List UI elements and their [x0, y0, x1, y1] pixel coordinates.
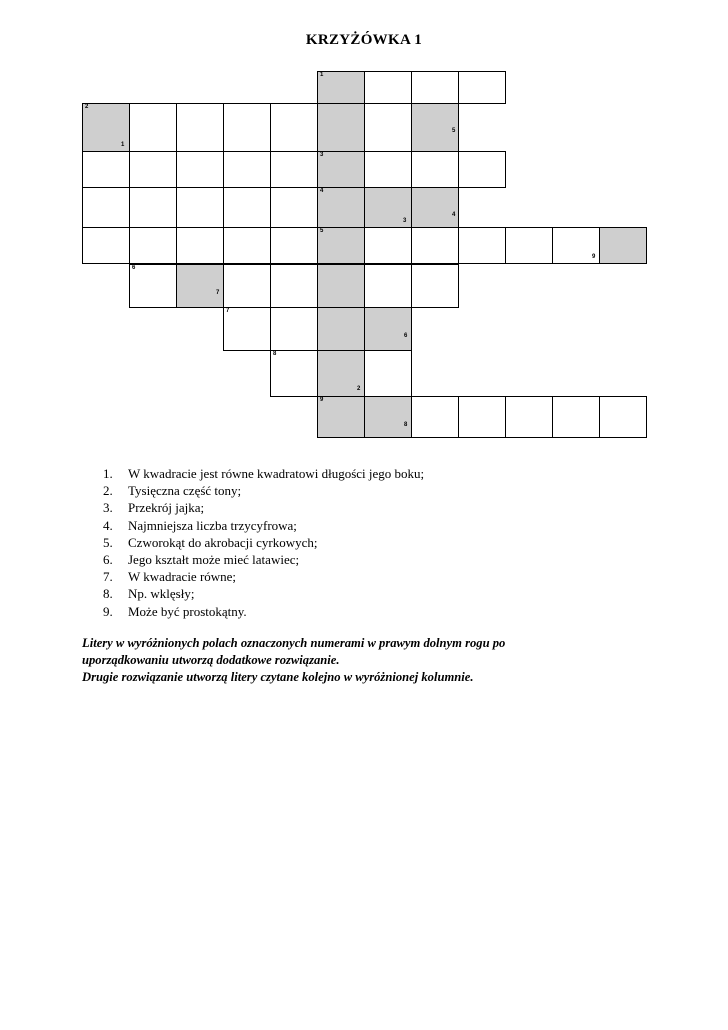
- crossword-cell: [317, 71, 365, 104]
- crossword-cell: [223, 307, 271, 351]
- crossword-cell: [317, 227, 365, 264]
- clue-number: 8: [273, 351, 277, 357]
- crossword-cell: [176, 103, 224, 152]
- clue-item-text: W kwadracie równe;: [128, 569, 237, 585]
- crossword-cell: [317, 151, 365, 188]
- clue-item-number: 6.: [103, 552, 113, 568]
- clue-number: 2: [85, 104, 89, 110]
- crossword-cell: [599, 227, 647, 264]
- clue-item-number: 9.: [103, 603, 113, 619]
- clue-item-text: Tysięczna część tony;: [128, 483, 242, 499]
- crossword-cell: [82, 227, 130, 264]
- crossword-cell: [552, 396, 600, 438]
- clue-number: 9: [320, 397, 324, 403]
- crossword-cell: [458, 396, 506, 438]
- crossword-cell: [176, 151, 224, 188]
- solution-instructions: [82, 635, 702, 686]
- crossword-cell: [176, 187, 224, 228]
- clue-item-text: Jego kształt może mieć latawiec;: [128, 552, 300, 568]
- crossword-grid: [0, 0, 728, 460]
- crossword-cell: [411, 71, 459, 104]
- crossword-cell: [270, 350, 318, 397]
- crossword-cell: [176, 264, 224, 308]
- clue-number: 1: [320, 72, 324, 78]
- crossword-cell: [458, 71, 506, 104]
- clue-item: [103, 534, 424, 551]
- crossword-cell: [317, 396, 365, 438]
- crossword-cell: [599, 396, 647, 438]
- crossword-cell: [270, 307, 318, 351]
- clue-item: [103, 482, 424, 499]
- solution-mark: 9: [592, 254, 596, 260]
- clue-item-number: 3.: [103, 500, 113, 516]
- crossword-cell: [270, 264, 318, 308]
- crossword-cell: [364, 151, 412, 188]
- clue-item: [103, 568, 424, 585]
- crossword-cell: [129, 227, 177, 264]
- clue-item: [103, 551, 424, 568]
- clue-item-text: W kwadracie jest równe kwadratowi długości jego boku;: [128, 466, 425, 481]
- page-title: KRZYŻÓWKA 1: [305, 32, 423, 48]
- solution-mark: 6: [404, 333, 408, 339]
- crossword-cell: [129, 187, 177, 228]
- crossword-cell: [82, 187, 130, 228]
- crossword-cell: [411, 264, 459, 308]
- crossword-cell: [411, 151, 459, 188]
- crossword-cell: [270, 187, 318, 228]
- crossword-cell: [270, 151, 318, 188]
- crossword-cell: [317, 187, 365, 228]
- crossword-cell: [364, 103, 412, 152]
- crossword-cell: [364, 307, 412, 351]
- crossword-cell: [223, 187, 271, 228]
- crossword-cell: [411, 227, 459, 264]
- solution-mark: 4: [452, 212, 456, 218]
- solution-mark: 7: [216, 290, 220, 296]
- clue-item-number: 4.: [103, 517, 113, 533]
- clue-item: [103, 499, 424, 516]
- clue-item: [103, 585, 424, 602]
- clue-item-text: Najmniejsza liczba trzycyfrowa;: [128, 517, 297, 533]
- clue-item: [103, 517, 424, 534]
- crossword-cell: [364, 227, 412, 264]
- clue-item-number: 8.: [103, 586, 113, 602]
- crossword-cell: [458, 227, 506, 264]
- solution-mark: 8: [404, 422, 408, 428]
- crossword-cell: [317, 307, 365, 351]
- crossword-cell: [129, 103, 177, 152]
- clue-item-number: 2.: [103, 483, 113, 499]
- clue-number: 6: [132, 265, 136, 271]
- crossword-cell: [411, 396, 459, 438]
- crossword-cell: [505, 396, 553, 438]
- clue-item-number: 5.: [103, 534, 113, 550]
- crossword-cell: [223, 151, 271, 188]
- solution-mark: 3: [403, 218, 407, 224]
- crossword-cell: [364, 264, 412, 308]
- crossword-cell: [364, 350, 412, 397]
- clue-item-text: Może być prostokątny.: [128, 603, 247, 619]
- crossword-cell: [458, 151, 506, 188]
- clue-item-number: 7.: [103, 569, 113, 585]
- crossword-cell: [270, 227, 318, 264]
- clue-item: [103, 465, 424, 482]
- crossword-cell: [364, 396, 412, 438]
- crossword-cell: [223, 103, 271, 152]
- solution-mark: 1: [121, 142, 125, 148]
- clue-item-text: Np. wklęsły;: [128, 586, 195, 602]
- crossword-cell: [364, 71, 412, 104]
- crossword-cell: [411, 187, 459, 228]
- instruction-line: uporządkowaniu utworzą dodatkowe rozwiązanie.: [82, 653, 340, 667]
- crossword-cell: [129, 264, 177, 308]
- clue-number: 7: [226, 308, 230, 314]
- crossword-cell: [82, 151, 130, 188]
- clue-item-number: 1.: [103, 466, 113, 481]
- instruction-line: Litery w wyróżnionych polach oznaczonych numerami w prawym dolnym rogu po: [82, 636, 506, 650]
- crossword-cell: [223, 227, 271, 264]
- clue-item-text: Przekrój jajka;: [128, 500, 205, 516]
- solution-mark: 2: [357, 386, 361, 392]
- clue-list: [103, 465, 424, 620]
- clue-item: [103, 603, 424, 620]
- instruction-line: Drugie rozwiązanie utworzą litery czytane kolejno w wyróżnionej kolumnie.: [82, 670, 474, 684]
- solution-mark: 5: [452, 128, 456, 134]
- crossword-cell: [129, 151, 177, 188]
- clue-number: 3: [320, 152, 324, 158]
- crossword-cell: [317, 264, 365, 308]
- clue-number: 4: [320, 188, 324, 194]
- crossword-cell: [223, 264, 271, 308]
- clue-item-text: Czworokąt do akrobacji cyrkowych;: [128, 534, 318, 550]
- crossword-cell: [176, 227, 224, 264]
- crossword-cell: [270, 103, 318, 152]
- crossword-cell: [505, 227, 553, 264]
- clue-number: 5: [320, 228, 324, 234]
- crossword-cell: [317, 103, 365, 152]
